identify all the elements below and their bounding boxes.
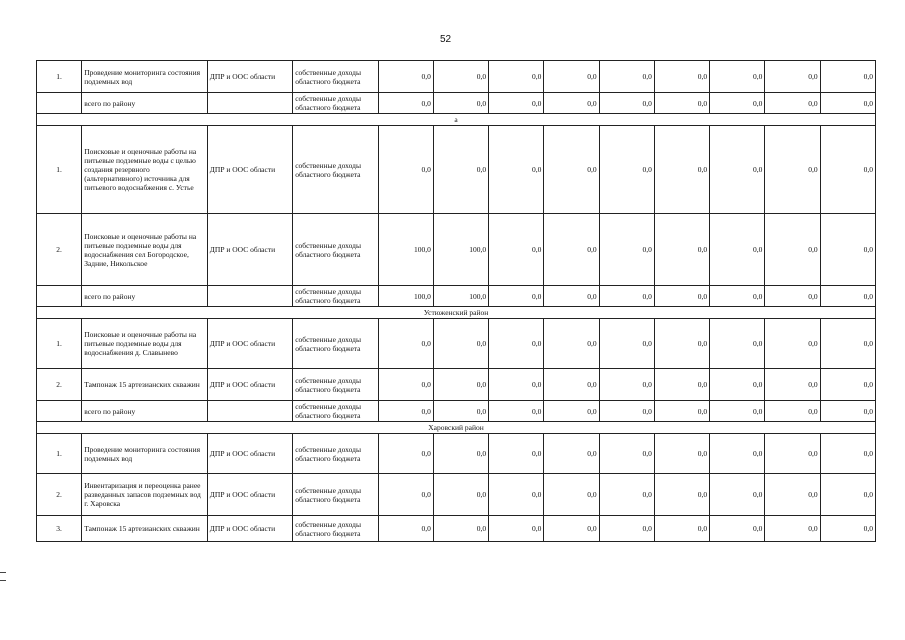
row-index: 1. [37,61,82,93]
value-cell: 0,0 [599,61,654,93]
value-cell: 0,0 [599,434,654,474]
value-cell: 0,0 [820,434,875,474]
funding-source: собственные доходы областного бюджета [293,126,378,214]
value-cell: 0,0 [599,474,654,516]
value-cell: 0,0 [710,61,765,93]
funding-source: собственные доходы областного бюджета [293,319,378,369]
total-row [37,286,876,307]
row-index: 2. [37,369,82,401]
value-cell: 0,0 [378,516,433,542]
funding-source: собственные доходы областного бюджета [293,214,378,286]
value-cell: 0,0 [489,93,544,114]
value-cell: 0,0 [654,61,709,93]
funding-source: собственные доходы областного бюджета [293,286,378,307]
executor [207,401,292,422]
measure-name: всего по району [82,286,208,307]
measure-name: Инвентаризация и переоценка ранее разведанных запасов подземных вод г. Харовска [82,474,208,516]
value-cell: 0,0 [765,286,820,307]
row-index: 1. [37,319,82,369]
value-cell: 0,0 [765,126,820,214]
value-cell: 0,0 [599,126,654,214]
row-index: 2. [37,474,82,516]
row-index [37,286,82,307]
value-cell: 100,0 [433,214,488,286]
table-row [37,474,876,516]
value-cell: 0,0 [489,434,544,474]
value-cell: 0,0 [710,214,765,286]
value-cell: 0,0 [378,401,433,422]
measure-name: Тампонаж 15 артезианских скважин [82,369,208,401]
value-cell: 0,0 [489,401,544,422]
value-cell: 0,0 [433,319,488,369]
measure-name: Проведение мониторинга состояния подземных вод [82,61,208,93]
value-cell: 0,0 [654,93,709,114]
total-row [37,93,876,114]
value-cell: 0,0 [433,516,488,542]
value-cell: 0,0 [433,93,488,114]
row-index [37,401,82,422]
table-row [37,434,876,474]
value-cell: 0,0 [765,319,820,369]
total-row [37,401,876,422]
value-cell: 0,0 [654,474,709,516]
value-cell: 0,0 [820,369,875,401]
funding-source: собственные доходы областного бюджета [293,401,378,422]
executor: ДПР и ООС области [207,61,292,93]
row-index: 1. [37,126,82,214]
value-cell: 0,0 [544,434,599,474]
value-cell: 0,0 [765,93,820,114]
row-index: 2. [37,214,82,286]
funding-source: собственные доходы областного бюджета [293,369,378,401]
value-cell: 0,0 [820,93,875,114]
value-cell: 0,0 [710,319,765,369]
measure-name: Проведение мониторинга состояния подземных вод [82,434,208,474]
executor: ДПР и ООС области [207,434,292,474]
executor: ДПР и ООС области [207,516,292,542]
value-cell: 0,0 [654,214,709,286]
value-cell: 0,0 [710,474,765,516]
measure-name: Тампонаж 15 артезианских скважин [82,516,208,542]
value-cell: 0,0 [599,369,654,401]
value-cell: 0,0 [489,516,544,542]
value-cell: 0,0 [820,516,875,542]
measure-name: Поисковые и оценочные работы на питьевые подземные воды для водоснабжения д. Славынево [82,319,208,369]
district-header-row [37,114,876,126]
value-cell: 0,0 [820,126,875,214]
value-cell: 0,0 [433,401,488,422]
value-cell: 0,0 [378,474,433,516]
measure-name: Поисковые и оценочные работы на питьевые подземные воды для водоснабжения сел Богородское, Задние, Никольское [82,214,208,286]
measure-name: всего по району [82,401,208,422]
value-cell: 0,0 [654,369,709,401]
value-cell: 0,0 [599,214,654,286]
district-name: Харовский район [37,422,876,434]
funding-source: собственные доходы областного бюджета [293,61,378,93]
value-cell: 0,0 [489,474,544,516]
funding-source: собственные доходы областного бюджета [293,93,378,114]
value-cell: 0,0 [820,61,875,93]
table-row [37,319,876,369]
value-cell: 0,0 [433,61,488,93]
value-cell: 0,0 [765,61,820,93]
value-cell: 0,0 [654,401,709,422]
value-cell: 0,0 [544,93,599,114]
value-cell: 0,0 [710,401,765,422]
value-cell: 0,0 [599,93,654,114]
executor [207,93,292,114]
value-cell: 0,0 [489,126,544,214]
value-cell: 0,0 [489,286,544,307]
value-cell: 0,0 [654,434,709,474]
budget-table [36,60,876,542]
value-cell: 0,0 [489,319,544,369]
value-cell: 0,0 [710,93,765,114]
row-index: 1. [37,434,82,474]
value-cell: 0,0 [820,401,875,422]
district-header-row [37,422,876,434]
page-number: 52 [440,34,452,45]
value-cell: 0,0 [544,401,599,422]
district-header-row [37,307,876,319]
executor: ДПР и ООС области [207,319,292,369]
value-cell: 0,0 [654,286,709,307]
value-cell: 0,0 [433,474,488,516]
value-cell: 0,0 [544,474,599,516]
value-cell: 0,0 [489,214,544,286]
executor: ДПР и ООС области [207,369,292,401]
value-cell: 0,0 [765,401,820,422]
executor: ДПР и ООС области [207,214,292,286]
value-cell: 0,0 [654,516,709,542]
value-cell: 0,0 [710,286,765,307]
table-row [37,516,876,542]
executor [207,286,292,307]
executor: ДПР и ООС области [207,474,292,516]
value-cell: 0,0 [378,61,433,93]
table-row [37,369,876,401]
value-cell: 0,0 [599,401,654,422]
margin-mark [0,572,6,573]
value-cell: 0,0 [489,369,544,401]
value-cell: 0,0 [765,474,820,516]
district-name: Устюженский район [37,307,876,319]
row-index [37,93,82,114]
district-name: а [37,114,876,126]
value-cell: 0,0 [710,126,765,214]
value-cell: 0,0 [820,474,875,516]
value-cell: 100,0 [433,286,488,307]
funding-source: собственные доходы областного бюджета [293,516,378,542]
value-cell: 0,0 [765,214,820,286]
value-cell: 0,0 [544,369,599,401]
value-cell: 0,0 [378,93,433,114]
value-cell: 0,0 [544,319,599,369]
value-cell: 0,0 [544,61,599,93]
value-cell: 0,0 [378,319,433,369]
margin-mark [0,580,6,581]
value-cell: 0,0 [599,516,654,542]
funding-source: собственные доходы областного бюджета [293,474,378,516]
value-cell: 0,0 [489,61,544,93]
value-cell: 0,0 [654,126,709,214]
value-cell: 0,0 [599,286,654,307]
table-row [37,214,876,286]
value-cell: 0,0 [544,286,599,307]
measure-name: всего по району [82,93,208,114]
value-cell: 0,0 [378,369,433,401]
table-body [37,61,876,542]
value-cell: 0,0 [433,126,488,214]
value-cell: 0,0 [765,516,820,542]
value-cell: 0,0 [599,319,654,369]
value-cell: 0,0 [433,434,488,474]
value-cell: 0,0 [378,434,433,474]
value-cell: 0,0 [820,319,875,369]
value-cell: 0,0 [765,434,820,474]
value-cell: 100,0 [378,214,433,286]
value-cell: 0,0 [820,214,875,286]
value-cell: 0,0 [710,369,765,401]
row-index: 3. [37,516,82,542]
value-cell: 0,0 [710,516,765,542]
value-cell: 0,0 [765,369,820,401]
funding-source: собственные доходы областного бюджета [293,434,378,474]
value-cell: 0,0 [544,516,599,542]
value-cell: 0,0 [378,126,433,214]
table-row [37,61,876,93]
value-cell: 0,0 [820,286,875,307]
value-cell: 0,0 [433,369,488,401]
value-cell: 0,0 [654,319,709,369]
value-cell: 0,0 [544,214,599,286]
table-row [37,126,876,214]
value-cell: 0,0 [544,126,599,214]
measure-name: Поисковые и оценочные работы на питьевые подземные воды с целью создания резервного (альтернативного) источника для питьевого водоснабжения с. Устье [82,126,208,214]
value-cell: 100,0 [378,286,433,307]
value-cell: 0,0 [710,434,765,474]
executor: ДПР и ООС области [207,126,292,214]
